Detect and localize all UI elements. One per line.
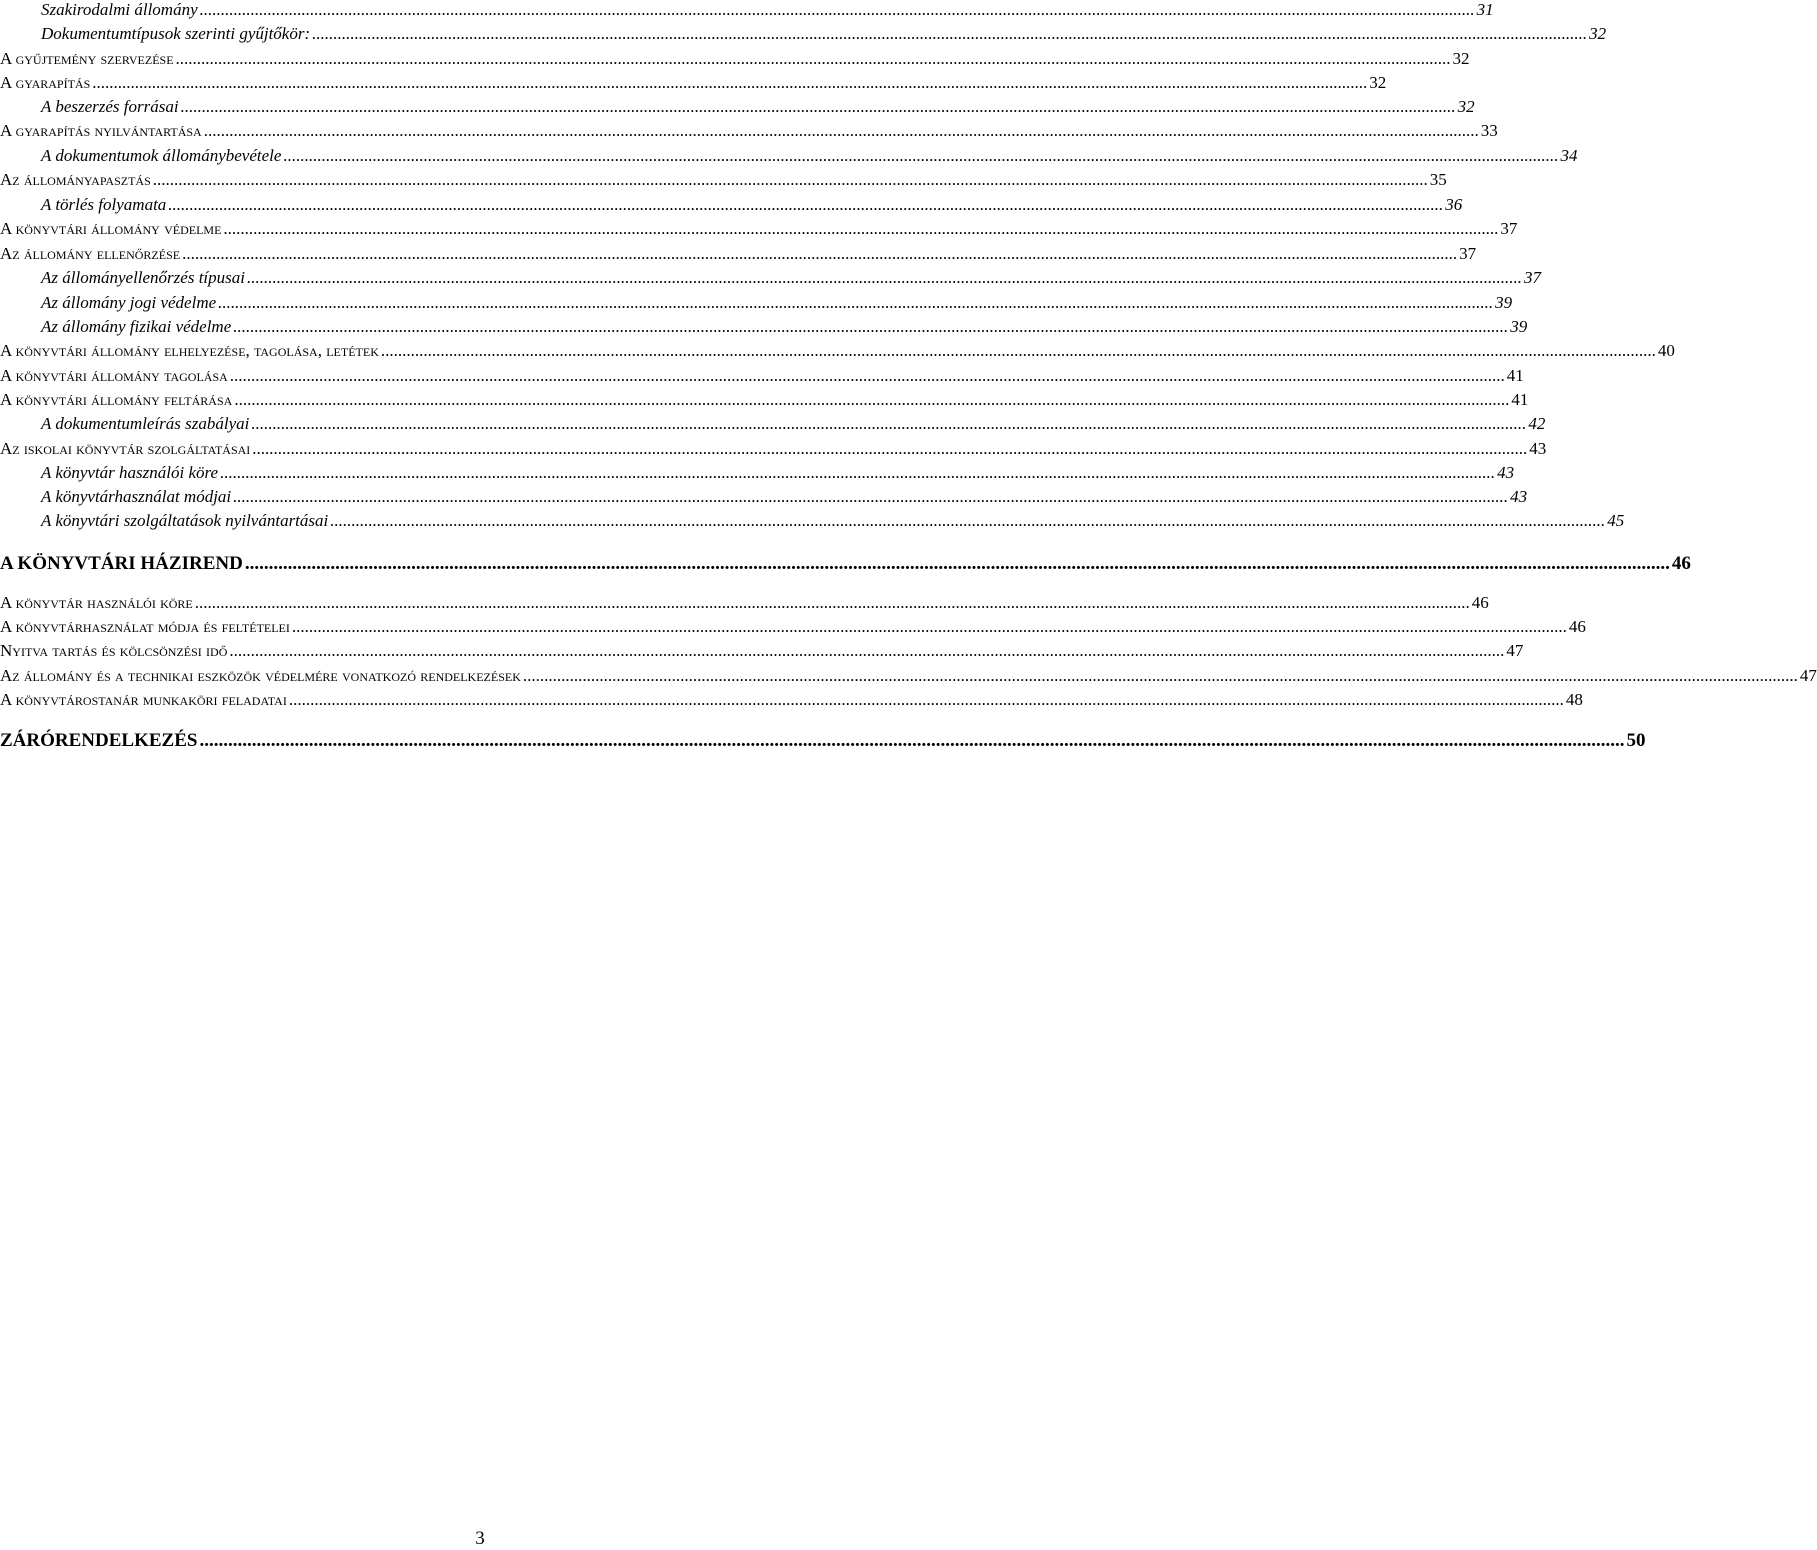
toc-leader-dots: ............................................................................................................................................................................................................................................................................................................: [330, 511, 1606, 530]
toc-leader-dots: ............................................................................................................................................................................................................................................................................................................: [252, 439, 1528, 458]
toc-leader-dots: ............................................................................................................................................................................................................................................................................................................: [203, 121, 1479, 140]
toc-entry[interactable]: [0, 244, 1477, 264]
toc-entry-title: A könyvtári állomány feltárása: [0, 390, 233, 409]
toc-leader-dots: ............................................................................................................................................................................................................................................................................................................: [312, 24, 1588, 43]
toc-leader-dots: ............................................................................................................................................................................................................................................................................................................: [229, 366, 1505, 385]
toc-entry[interactable]: [41, 195, 1463, 215]
toc-entry-page: 40: [1657, 341, 1675, 360]
toc-entry[interactable]: [0, 641, 1524, 661]
toc-leader-dots: ............................................................................................................................................................................................................................................................................................................: [233, 317, 1509, 336]
toc-entry-title: Az állomány ellenőrzése: [0, 244, 181, 263]
toc-entry[interactable]: [41, 268, 1541, 288]
toc-entry-page: 46: [1568, 617, 1586, 636]
toc-entry-page: 43: [1510, 487, 1528, 506]
toc-leader-dots: ............................................................................................................................................................................................................................................................................................................: [229, 641, 1505, 660]
toc-entry-page: 47: [1799, 666, 1817, 685]
toc-entry-page: 50: [1626, 730, 1646, 751]
toc-entry-page: 47: [1506, 641, 1524, 660]
toc-entry-page: 43: [1529, 439, 1547, 458]
toc-leader-dots: ............................................................................................................................................................................................................................................................................................................: [92, 73, 1368, 92]
toc-entry[interactable]: [0, 219, 1518, 239]
toc-entry-title: Az állomány és a technikai eszközök védelmére vonatkozó rendelkezések: [0, 666, 521, 685]
toc-entry-title: A gyarapítás: [0, 73, 91, 92]
toc-entry-title: A gyűjtemény szervezése: [0, 49, 174, 68]
toc-entry[interactable]: [0, 553, 1691, 575]
toc-entry[interactable]: [0, 390, 1529, 410]
toc-entry-page: 35: [1429, 170, 1447, 189]
toc-entry-page: 48: [1565, 690, 1583, 709]
toc-entry-title: A törlés folyamata: [41, 195, 167, 214]
toc-leader-dots: ............................................................................................................................................................................................................................................................................................................: [291, 617, 1567, 636]
toc-leader-dots: ............................................................................................................................................................................................................................................................................................................: [244, 553, 1670, 574]
toc-leader-dots: ............................................................................................................................................................................................................................................................................................................: [218, 293, 1494, 312]
toc-leader-dots: ............................................................................................................................................................................................................................................................................................................: [199, 730, 1625, 751]
toc-entry-page: 39: [1510, 317, 1528, 336]
toc-entry[interactable]: [0, 170, 1447, 190]
toc-leader-dots: ............................................................................................................................................................................................................................................................................................................: [223, 219, 1499, 238]
toc-entry-page: 32: [1369, 73, 1387, 92]
toc-entry-title: Az iskolai könyvtár szolgáltatásai: [0, 439, 251, 458]
toc-entry[interactable]: [0, 73, 1387, 93]
toc-entry-title: A könyvtári állomány elhelyezése, tagolása, letétek: [0, 341, 379, 360]
toc-entry[interactable]: [0, 49, 1470, 69]
toc-entry[interactable]: [41, 146, 1578, 166]
toc-entry-page: 46: [1671, 553, 1691, 574]
toc-entry[interactable]: [41, 317, 1528, 337]
toc-entry-page: 41: [1511, 390, 1529, 409]
toc-entry-page: 39: [1495, 293, 1513, 312]
toc-entry[interactable]: [41, 0, 1494, 20]
toc-entry[interactable]: [0, 617, 1586, 637]
toc-entry-title: A KÖNYVTÁRI HÁZIREND: [0, 553, 243, 574]
toc-entry-title: Az állományellenőrzés típusai: [41, 268, 245, 287]
toc-entry[interactable]: [0, 690, 1583, 710]
toc-entry[interactable]: [0, 666, 1817, 686]
toc-leader-dots: ............................................................................................................................................................................................................................................................................................................: [251, 414, 1527, 433]
toc-leader-dots: ............................................................................................................................................................................................................................................................................................................: [168, 195, 1444, 214]
toc-entry-page: 45: [1607, 511, 1625, 530]
toc-entry-title: A könyvtár használói köre: [0, 593, 193, 612]
toc-entry-page: 43: [1497, 463, 1515, 482]
toc-entry-title: A könyvtárhasználat módjai: [41, 487, 232, 506]
toc-entry[interactable]: [0, 730, 1646, 752]
toc-entry-title: Az állományapasztás: [0, 170, 151, 189]
toc-leader-dots: ............................................................................................................................................................................................................................................................................................................: [288, 690, 1564, 709]
toc-leader-dots: ............................................................................................................................................................................................................................................................................................................: [199, 0, 1475, 19]
toc-entry-page: 33: [1480, 121, 1498, 140]
toc-entry-page: 32: [1452, 49, 1470, 68]
toc-leader-dots: ............................................................................................................................................................................................................................................................................................................: [182, 244, 1458, 263]
toc-entry-title: A könyvtári állomány tagolása: [0, 366, 228, 385]
toc-entry[interactable]: [0, 593, 1489, 613]
toc-entry-page: 32: [1589, 24, 1607, 43]
toc-entry-title: ZÁRÓRENDELKEZÉS: [0, 730, 198, 751]
toc-entry-title: A dokumentumleírás szabályai: [41, 414, 250, 433]
page-number: 3: [475, 1528, 485, 1549]
toc-entry-page: 32: [1457, 97, 1475, 116]
toc-entry[interactable]: [41, 463, 1515, 483]
toc-leader-dots: ............................................................................................................................................................................................................................................................................................................: [283, 146, 1559, 165]
toc-entry-page: 34: [1560, 146, 1578, 165]
toc-entry-page: 46: [1471, 593, 1489, 612]
toc-leader-dots: ............................................................................................................................................................................................................................................................................................................: [180, 97, 1456, 116]
toc-entry-title: A könyvtári állomány védelme: [0, 219, 222, 238]
toc-entry-title: A könyvtári szolgáltatások nyilvántartásai: [41, 511, 329, 530]
toc-leader-dots: ............................................................................................................................................................................................................................................................................................................: [246, 268, 1522, 287]
toc-entry-page: 41: [1506, 366, 1524, 385]
toc-entry-page: 31: [1476, 0, 1494, 19]
toc-entry-page: 37: [1459, 244, 1477, 263]
toc-entry[interactable]: [0, 121, 1498, 141]
toc-entry-title: Nyitva tartás és kölcsönzési idő: [0, 641, 228, 660]
toc-entry[interactable]: [41, 511, 1625, 531]
toc-entry-page: 37: [1523, 268, 1541, 287]
toc-entry-title: A gyarapítás nyilvántartása: [0, 121, 202, 140]
toc-entry-title: Dokumentumtípusok szerinti gyűjtőkör:: [41, 24, 311, 43]
toc-leader-dots: ............................................................................................................................................................................................................................................................................................................: [220, 463, 1496, 482]
toc-entry[interactable]: [0, 439, 1547, 459]
toc-leader-dots: ............................................................................................................................................................................................................................................................................................................: [152, 170, 1428, 189]
toc-entry-page: 37: [1500, 219, 1518, 238]
toc-entry-title: A dokumentumok állománybevétele: [41, 146, 282, 165]
toc-entry-title: A könyvtárostanár munkaköri feladatai: [0, 690, 287, 709]
toc-entry-title: Az állomány jogi védelme: [41, 293, 217, 312]
toc-leader-dots: ............................................................................................................................................................................................................................................................................................................: [380, 341, 1656, 360]
toc-entry[interactable]: [41, 293, 1513, 313]
toc-entry-title: Szakirodalmi állomány: [41, 0, 198, 19]
toc-entry[interactable]: [0, 341, 1675, 361]
toc-leader-dots: ............................................................................................................................................................................................................................................................................................................: [175, 49, 1451, 68]
toc-entry-title: Az állomány fizikai védelme: [41, 317, 232, 336]
toc-entry-title: A könyvtárhasználat módja és feltételei: [0, 617, 290, 636]
toc-entry[interactable]: [41, 414, 1546, 434]
toc-entry[interactable]: [41, 487, 1528, 507]
toc-entry[interactable]: [0, 366, 1524, 386]
toc-entry-page: 36: [1445, 195, 1463, 214]
toc-leader-dots: ............................................................................................................................................................................................................................................................................................................: [233, 487, 1509, 506]
toc-leader-dots: ............................................................................................................................................................................................................................................................................................................: [522, 666, 1798, 685]
toc-entry-page: 42: [1528, 414, 1546, 433]
toc-entry-title: A beszerzés forrásai: [41, 97, 179, 116]
toc-leader-dots: ............................................................................................................................................................................................................................................................................................................: [234, 390, 1510, 409]
toc-entry[interactable]: [41, 97, 1475, 117]
toc-entry[interactable]: [41, 24, 1607, 44]
toc-leader-dots: ............................................................................................................................................................................................................................................................................................................: [194, 593, 1470, 612]
toc-entry-title: A könyvtár használói köre: [41, 463, 219, 482]
